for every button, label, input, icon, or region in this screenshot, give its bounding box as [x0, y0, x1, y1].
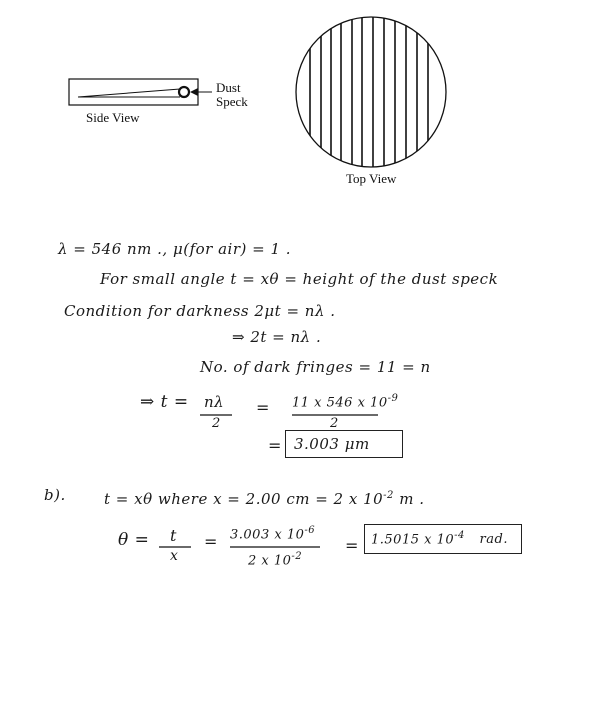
- top-view-label: Top View: [346, 171, 397, 186]
- solution-line-2t: ⇒ 2t = nλ .: [232, 328, 322, 346]
- result-b-box: [364, 524, 522, 554]
- dust-label-line2: Speck: [216, 94, 248, 109]
- line-b1-text: t = xθ where x = 2.00 cm = 2 x 10: [104, 490, 384, 508]
- theta-lhs: θ =: [118, 530, 150, 550]
- frac3-denominator: x: [170, 548, 179, 564]
- frac4-numerator-exponent: -6: [304, 525, 316, 536]
- equals-1: =: [256, 398, 270, 417]
- frac4-numerator-mantissa: 3.003 x 10: [230, 527, 305, 543]
- frac2-numerator-mantissa: 11 x 546 x 10: [292, 395, 388, 411]
- line-b1-unit: m .: [399, 490, 425, 508]
- frac1-numerator: nλ: [204, 393, 225, 411]
- dust-speck-icon: [179, 87, 189, 97]
- frac4-numerator: [230, 525, 315, 542]
- result-b-exponent: -4: [454, 530, 465, 541]
- solution-line-given: λ = 546 nm ., μ(for air) = 1 .: [58, 240, 292, 258]
- part-b-label: b).: [44, 486, 66, 504]
- frac4-denominator-exponent: -2: [291, 551, 303, 562]
- frac2-numerator-exponent: -9: [387, 393, 399, 404]
- equals-result-b: =: [345, 536, 359, 555]
- result-a-box: [285, 430, 403, 458]
- solution-line-b1: [104, 490, 424, 508]
- solution-line-fringe-count: No. of dark fringes = 11 = n: [200, 358, 431, 376]
- side-view-upper-plate-line: [78, 89, 180, 97]
- dust-arrow-head-icon: [190, 88, 198, 96]
- solution-line-dark-condition: Condition for darkness 2μt = nλ .: [64, 302, 336, 320]
- solution-line-small-angle: For small angle t = xθ = height of the dust speck: [100, 270, 499, 288]
- frac2-numerator: [292, 393, 398, 410]
- frac4-denominator: [248, 551, 302, 568]
- line-b1-exponent: -2: [383, 490, 394, 501]
- frac3-numerator: t: [170, 526, 177, 545]
- equals-result-a: =: [268, 436, 282, 455]
- frac2-denominator: 2: [330, 416, 339, 431]
- solution-t-lhs: ⇒ t =: [140, 392, 189, 412]
- dust-speck-label: [216, 81, 248, 109]
- dust-label-line1: Dust: [216, 80, 241, 95]
- result-b-unit: rad.: [479, 532, 508, 548]
- frac1-denominator: 2: [212, 416, 221, 431]
- top-view-circle: [296, 17, 446, 167]
- result-b-mantissa: 1.5015 x 10: [371, 532, 455, 548]
- result-b-value: [371, 530, 508, 547]
- equals-2: =: [204, 532, 218, 551]
- side-view-label: Side View: [86, 110, 140, 125]
- result-a-value: 3.003 μm: [294, 435, 370, 453]
- frac4-denominator-mantissa: 2 x 10: [248, 553, 292, 569]
